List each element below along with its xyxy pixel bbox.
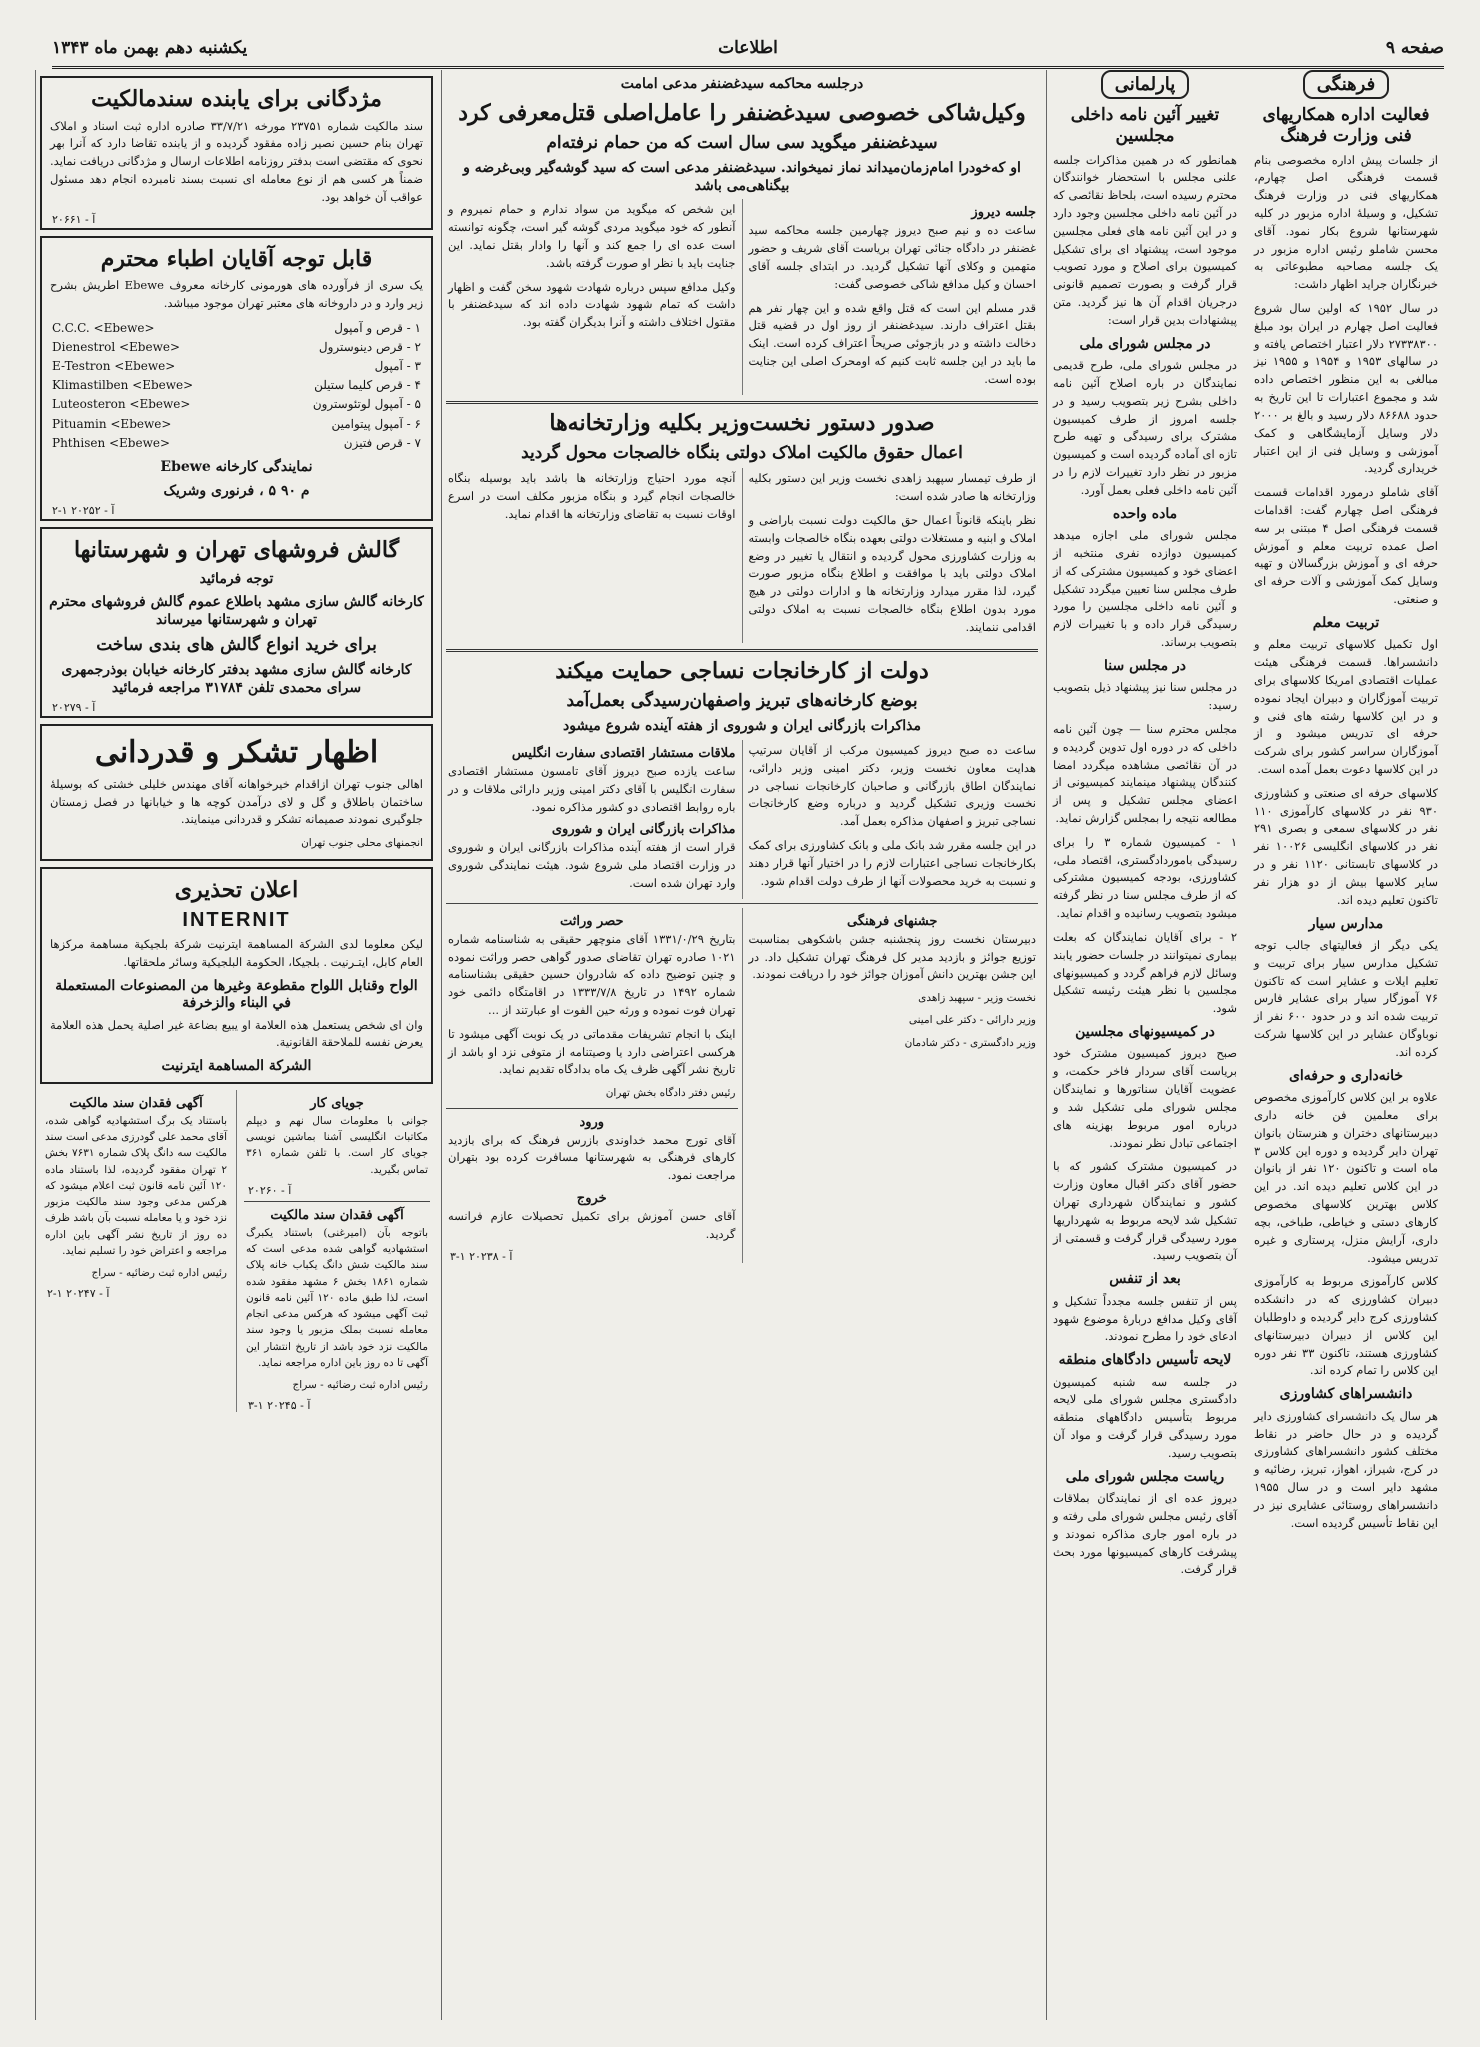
deck: سیدغضنفر میگوید سی سال است که من حمام نرفته‌ام — [546, 133, 938, 153]
subheading: حصر وراثت — [559, 913, 624, 929]
ad-thanks — [40, 724, 433, 861]
ad-body: جوانی با معلومات سال نهم و دیپلم مکاتبات انگلیسی آشنا بماشین نویسی جویای کار است. با تلفن شماره ۳۶۱ تماس بگیرید. — [246, 1114, 428, 1176]
paragraph: از جلسات پیش اداره مخصوصی بنام قسمت فرهنگی اصل چهارم، همکاریهای فنی در وزارت فرهنگ تشکیل، و وسیلهٔ اداره مزبور در کلیه شهرستانها شروع بکار نمود. آقای محسن شاملو رئیس اداره مزبور در یک جلسه مصاحبه مطبوعاتی به خبرنگاران جراید اظهار داشت: — [1254, 152, 1438, 292]
classified-ad — [237, 1090, 437, 1413]
signature: وزیر دارائی - دکتر علی امینی — [908, 1014, 1036, 1027]
ad-subtitle: توجه فرمائید — [199, 570, 274, 587]
ad-title: آگهی فقدان سند مالکیت — [69, 1095, 203, 1111]
ad-body: کارخانه گالش سازی مشهد باطلاع عموم گالش فروشهای محترم تهران و شهرستانها میرساند — [49, 594, 424, 628]
ad-body: لیکن معلوما لدى الشركة المساهمة ايترنيت شركة بلجيكية مساهمة مركزها العام كابل، ايتـرنيت . بلجيكا، الحكومة البلجيكية وسائر ملحقاتها. — [50, 936, 423, 969]
newspaper-name: اطلاعات — [718, 38, 778, 58]
paragraph: کلاس کارآموزی مربوط به کارآموزی دبیران کشاورزی که در دانشکده کشاورزی کرج دایر گردیده و داوطلبان این کلاس از دبیران دبیرستانهای کشاورزی هستند، تاکنون ۳۳ نفر دوره این کلاس را تمام کرده اند. — [1254, 1274, 1438, 1378]
paragraph: یکی دیگر از فعالیتهای جالب توجه تشکیل مدارس سیار برای تربیت و تعلیم ایلات و عشایر است که تاکنون ۷۶ آموزگار سیار برای عشایر فارس تربیت شده اند و در حدود ۶۰۰ نفر از نوباوگان عشایر در این کلاسها شرکت کرده اند. — [1254, 938, 1438, 1059]
paragraph: همانطور که در همین مذاکرات جلسه علنی مجلس با استحضار خوانندگان محترم رسیده است، بلحاظ نقائصی که در آئین نامه داخلی مجلسین وجود دارد و در این آئین نامه های فعلی مجلسین موجود است، پیشنهاد ای برای تشکیل کمیسیون برای اصلاح و مورد تصویب قرار گرفت و بصورت تصمیم قانونی درجریان اقدام آن ها نیز گردید. متن پیشنهادات بدین قرار است: — [1053, 152, 1237, 327]
reference-number: آ - ۲۰۶۶۱ — [52, 212, 96, 226]
deck: اعمال حقوق مالکیت املاک دولتی بنگاه خالصجات محول گردید — [521, 443, 963, 464]
signature: الشركة المساهمة ايترنيت — [161, 1058, 312, 1075]
paragraph: از طرف تیمسار سپهبد زاهدی نخست وزیر این دستور بکلیه وزارتخانه ها صادر شده است: — [748, 471, 1036, 504]
ad-body: باستناد یک برگ استشهادیه گواهی شده، آقای محمد علی گودرزی مدعی است سند مالکیت سه دانگ پلاک شماره ۷۶۳۱ بخش ۲ تهران مفقود گردیده، لذا باستناد ماده ۱۲۰ آئین نامه قانون ثبت اعلام میشود که هرکس مدعی وجود سند مالکیت مزبور نزد خود و یا معامله نسبت بآن باشد ظرف ده روز از تاریخ نشر آگهی باین اداره مراجعه و اعتراض خود را تسلیم نماید. — [45, 1114, 227, 1257]
page-number: صفحه ۹ — [1385, 38, 1444, 58]
classified-ad — [36, 1090, 237, 1413]
ad-title: مژدگانی برای یابنده سندمالکیت — [91, 86, 382, 112]
reference-number: آ - ۲۰۲۵۲ ۱-۲ — [52, 504, 115, 517]
deck: مذاکرات بازرگانی ایران و شوروی از هفته آینده شروع میشود — [563, 718, 921, 735]
reference-number: آ - ۲۰۲۳۸ ۱-۳ — [450, 1249, 513, 1263]
paragraph: ۱ - کمیسیون شماره ۳ را برای رسیدگی باموردادگستری، اقتصاد ملی، کشاورزی، بودجه کمیسیون مشترکی که از طرف مجلس سنا در نظر گرفته میشود بتصویب رسانیده و اقدام نماید. — [1053, 834, 1237, 921]
subheading: ماده واحده — [1112, 505, 1178, 522]
ad-title: آگهی فقدان سند مالکیت — [270, 1207, 404, 1223]
product-list — [52, 319, 421, 453]
paragraph: آقای تورج محمد خداوندی بازرس فرهنگ که برای بازدید کارهای فرهنگی به شهرستانها مسافرت کرده بود بتهران مراجعت نمود. — [448, 1132, 736, 1183]
ad-title: جویای کار — [310, 1095, 364, 1111]
signature: وزیر دادگستری - دکتر شادمان — [904, 1036, 1036, 1049]
subheading: در مجلس شورای ملی — [1079, 335, 1211, 352]
subheading: ورود — [579, 1114, 605, 1130]
paragraph: در مجلس سنا نیز پیشنهاد ذیل بتصویب رسید: — [1053, 680, 1237, 713]
subheading: جلسه دیروز — [971, 205, 1036, 221]
paragraph: ۲ - برای آقایان نمایندگان که بعلت بیماری نمیتوانند در جلسات حضور یابند وسائل لازم فراهم گردد و کمیسیونهای مجلسین با نظر هیئت رئیسه تشکیل شود. — [1053, 929, 1237, 1016]
list-item: ۵ - آمپول لوتئوسترون Luteosteron <Ebewe> — [52, 397, 421, 412]
list-item: ۷ - قرص فتیزن Phthisen <Ebewe> — [52, 435, 421, 450]
headline-pm-order: صدور دستور نخست‌وزیر بکلیه وزارتخانه‌ها — [549, 409, 935, 436]
paragraph: مجلس شورای ملی اجازه میدهد کمیسیون دوازده نفری منتخبه از اعضای خود و کمیسیون مشترکی که از طرف مجلس سنا تعیین میگردد تشکیل و آئین نامه داخلی مجلسین را مورد رسیدگی قرار داده و با تغییرات لازم بتصویب برساند. — [1053, 528, 1237, 649]
reference-number: آ - ۲۰۲۴۷ ۱-۲ — [47, 1287, 110, 1301]
paragraph: اول تکمیل کلاسهای تربیت معلم و دانشسراها. قسمت فرهنگی هیئت عملیات اقتصادی امریکا کلاسهای برای تربیت آموزگاران و دبیران ایجاد نموده و در این کلاسها رشته های فنی و حرفه ای تدریس میشود و از آموزگاران سراسر کشور برای شرکت در این کلاسها دعوت بعمل آمده است. — [1254, 637, 1438, 776]
list-item: ۴ - قرص کلیما ستیلن Klimastilben <Ebewe> — [52, 378, 421, 393]
paragraph: آنچه مورد احتیاج وزارتخانه ها باشد باید بوسیله بنگاه خالصجات انجام گیرد و بنگاه مزبور مکلف است در اسرع اوقات نسبت به تقاضای وزارتخانه ها اقدام نماید. — [448, 471, 736, 521]
column-cultural — [1248, 70, 1444, 2020]
paragraph: آقای شاملو درمورد اقدامات قسمت فرهنگی اصل چهارم گفت: اقدامات قسمت فرهنگی اصل ۴ مبتنی بر سه اصل عمده تربیت معلم و آموزش حرفه ای و آموزش بزرگسالان و تهیه وسایل کمک آموزشی و آلات حرفه ای و صنعتی. — [1254, 485, 1438, 606]
paragraph: ساعت ده صبح دیروز کمیسیون مرکب از آقایان سرتیپ هدایت معاون نخست وزیر، دکتر امینی وزیر دارائی، نمایندگان اطاق بازرگانی و صاحبان کارخانجات نساجی در نخست وزیری تشکیل گردید و درباره وضع کارخانجات نساجی تبریز و اصفهان مذاکره بعمل آمد. — [748, 742, 1036, 829]
masthead — [52, 26, 1444, 69]
subheading: ریاست مجلس شورای ملی — [1065, 1468, 1225, 1485]
paragraph: در سال ۱۹۵۲ که اولین سال شروع فعالیت اصل چهارم در ایران بود مبلغ ۲۷۳۳۸۳۰۰ دلار اعتبار اختصاص یافته و در سالهای ۱۹۵۳ و ۱۹۵۴ و ۱۹۵۵ نیز مبالغی به این منظور اختصاص داده شد و مجموع اعتبارات تا این تاریخ به حدود ۸۶۶۸۸ دلار رسید و بالغ بر ۲۰۰۰ دلار وسایل آزمایشگاهی و کمک آموزشی و وسایل فنی از این اعتبار خریداری گردید. — [1254, 301, 1438, 476]
signature: انجمنهای محلی جنوب تهران — [301, 837, 423, 850]
headline-textile: دولت از کارخانجات نساجی حمایت میکند — [555, 657, 929, 684]
paragraph: آقای حسن آموزش برای تکمیل تحصیلات عازم فرانسه گردید. — [448, 1208, 736, 1241]
paragraph: صبح دیروز کمیسیون مشترک خود بریاست آقای سردار فاخر حکمت، و عضویت آقایان سناتورها و نمایندگان مجلس شورای ملی تشکیل شد و درباره امور مربوط بهزینه های اجتماعی تبادل نظر نمودند. — [1053, 1046, 1237, 1150]
ad-agent: نمایندگی کارخانه Ebewe — [160, 459, 313, 475]
subheading: خروج — [576, 1190, 607, 1206]
paragraph: دیروز عده ای از نمایندگان بملاقات آقای رئیس مجلس شورای ملی رفته و در باره امور جاری مذاکره نمودند و پیشرفت کارهای کمیسیونها مورد بحث قرار گرفت. — [1053, 1491, 1237, 1577]
deck: او که‌خودرا امام‌زمان‌میداند نماز نمیخواند. سیدغضنفر مدعی است که سید گوشه‌گیر وبی‌غرضه و بیگناهی‌می باشد — [463, 160, 1021, 194]
paragraph: این شخص که میگوید من سواد ندارم و حمام نمیروم و آنطور که خود میگوید مردی گوشه گیر است، چگونه توانسته است عده ای را جمع کند و آنها را وادار بقتل نماید. این جنایت باید با نظر او صورت گرفته باشد. — [448, 202, 736, 270]
paragraph: در کمیسیون مشترک کشور که با حضور آقای دکتر اقبال معاون وزارت کشور و نمایندگان شهرداری تهران تشکیل شد لایحه مربوط به شهرداریها مورد رسیدگی قرار گرفت و قسمتی از آن بتصویب رسید. — [1053, 1159, 1237, 1263]
list-item: ۶ - آمپول پیتوامین Pituamin <Ebewe> — [52, 416, 421, 431]
ad-warning — [40, 867, 433, 1083]
ad-highlight: برای خرید انواع گالش های بندی ساخت — [96, 635, 377, 655]
paragraph: در مجلس شورای ملی، طرح قدیمی نمایندگان در باره اصلاح آئین نامه داخلی بشرح زیر بتصویب رسید و در جلسه امروز از طرف کمیسیون مشترک برای رسیدگی و تهیه طرح تازه ای آماده گردیده است و کمیسیون مزبور در نظر دارد تغییرات لازم را در آئین نامه داخلی فعلی بعمل آورد. — [1053, 358, 1237, 497]
ad-body: یک سری از فرآورده های هورمونی کارخانه معروف Ebewe اطریش بشرح زیر وارد و در داروخانه های معتبر تهران موجود میباشد. — [50, 278, 423, 310]
ad-body: اهالی جنوب تهران ازاقدام خیرخواهانه آقای مهندس خلیلی خشتی که بوسیلهٔ ساختمان باطلاق و گل و لای درآمدن کوچه ها و خیابانها در فصل زمستان جلوگیری نمودند صمیمانه تشکر و قدردانی مینمایند. — [50, 776, 423, 827]
kicker: درجلسه محاکمه سیدغضنفر مدعی امامت — [620, 76, 864, 92]
headline-trial: وکیل‌شاکی خصوصی سیدغضنفر را عامل‌اصلی قتل‌معرفی کرد — [458, 99, 1026, 126]
ad-galosh — [40, 527, 433, 718]
signature: رئیس اداره ثبت رضائیه - سراج — [91, 1267, 227, 1280]
paragraph: در جلسه سه شنبه کمیسیون دادگستری مجلس شورای ملی لایحه مربوط بتأسیس دادگاههای منطقه مورد رسیدگی قرار گرفت و مواد آن بتصویب رسید. — [1053, 1374, 1237, 1460]
subheading: بعد از تنفس — [1109, 1271, 1181, 1288]
issue-date: یکشنبه دهم بهمن ماه ۱۳۴۳ — [52, 38, 248, 58]
headline-tech-cooperation: فعالیت اداره همکاریهای فنی وزارت فرهنگ — [1262, 105, 1430, 147]
subheading: در مجلس سنا — [1104, 657, 1186, 674]
section-tag-cultural: فرهنگی — [1303, 70, 1389, 99]
ad-title: اظهار تشکر و قدردانی — [94, 735, 379, 771]
section-tag-parliamentary: پارلمانی — [1101, 70, 1190, 99]
paragraph: ساعت ده و نیم صبح دیروز چهارمین جلسه محاکمه سید غضنفر در دادگاه جنائی تهران بریاست آقای شریف و حضور متهمین و وکلای آنها تشکیل گردید. در ابتدای جلسه آقای احسان و کیل مدافع شاکی خصوصی گفت: — [748, 223, 1036, 291]
reference-number: آ - ۲۰۲۴۵ ۱-۳ — [248, 1399, 311, 1413]
subheading: دانشسراهای کشاورزی — [1279, 1386, 1413, 1403]
ad-body: سند مالکیت شماره ۲۳۷۵۱ مورخه ۳۳/۷/۲۱ صادره اداره ثبت اسناد و املاک تهران بنام حسین نصیر زاده مفقود گردیده و از یابنده تقاضا دارد که آنرا بهر نحوی که مقتضی است بدفتر روزنامه اطلاعات ارسال و مژدگانی دریافت نماید. ضمناً هر کسی هم از نوع معامله ای نسبت بسند نامبرده انجام دهد مسئول عواقب آن خواهد بود. — [50, 118, 423, 204]
column-main-news — [441, 70, 1042, 2020]
list-item: ۳ - آمپول E-Testron <Ebewe> — [52, 359, 421, 374]
subheading: جشنهای فرهنگی — [847, 913, 938, 929]
ad-title: گالش فروشهای تهران و شهرستانها — [73, 537, 400, 563]
paragraph: دبیرستان نخست روز پنجشنبه جشن باشکوهی بمناسبت توزیع جوائز و بازدید مدیر کل فرهنگ تهران تشکیل داد. در این جشن بهترین دانش آموزان جوائز خود را دریافت نمودند. — [748, 931, 1036, 982]
subheading: مذاکرات بازرگانی ایران و شوروی — [551, 822, 736, 838]
reference-number: آ - ۲۰۲۷۹ — [52, 701, 96, 715]
ad-physicians — [40, 236, 433, 521]
list-item: ۱ - قرص و آمپول C.C.C. <Ebewe> — [52, 320, 421, 335]
subheading: تربیت معلم — [1312, 614, 1380, 631]
signature: رئیس اداره ثبت رضائیه - سراج — [292, 1379, 428, 1392]
paragraph: ساعت یازده صبح دیروز آقای تامسون مستشار اقتصادی سفارت انگلیس با آقای دکتر امینی وزیر دارائی ملاقات و در باره روابط اقتصادی دو کشور مذاکره نمود. — [448, 763, 736, 814]
subheading: ملاقات مستشار اقتصادی سفارت انگلیس — [511, 745, 736, 761]
signature: نخست وزیر - سپهبد زاهدی — [918, 992, 1036, 1005]
paragraph: کلاسهای حرفه ای صنعتی و کشاورزی ۹۳۰ نفر در کلاسهای کارآموزی ۱۱۰ نفر در کلاسهای سمعی و بصری ۲۹۱ نفر در کلاسهای انگلیسی ۱۰۰۲۶ نفر در کلاسهای تابستانی ۱۱۲۰ نفر و در سایر کلاسها بیش از دو هزار نفر تاکنون تعلیم دیده اند. — [1254, 785, 1438, 907]
subheading: مدارس سیار — [1308, 915, 1384, 932]
column-advertisements — [35, 70, 437, 2020]
internit-logo: INTERNIT — [182, 908, 291, 931]
ad-body: کارخانه گالش سازی مشهد بدفتر کارخانه خیابان بوذرجمهری سرای محمدی تلفن ۳۱۷۸۴ مراجعه فرمائید — [61, 662, 412, 696]
column-parliamentary — [1046, 70, 1243, 2020]
ad-body: وان اى شخص يستعمل هذه العلامة او يبيع بضاعة غير اصلية يحمل هذه العلامة يعرض نفسه للملاحقة القانونية. — [50, 1017, 423, 1050]
paragraph: اینک با انجام تشریفات مقدماتی در یک نوبت آگهی میشود تا هرکسی اعتراضی دارد یا وصیتنامه از متوفی نزد او باشد از تاریخ نشر آگهی ظرف یک ماه بدادگاه تقدیم نماید. — [448, 1026, 736, 1077]
paragraph: قرار است از هفته آینده مذاکرات بازرگانی ایران و شوروی در وزارت اقتصاد ملی شروع شود. هیئت نمایندگی شوروی وارد تهران شده است. — [448, 840, 736, 890]
ad-title: اعلان تحذیری — [174, 877, 299, 904]
paragraph: علاوه بر این کلاس کارآموزی مخصوص برای معلمین فن خانه داری دبیرستانهای دختران و هنرستان بانوان تهران دایر گردیده و دوره این کلاس ۳ ماه است و تاکنون ۱۲۰ نفر از بانوان در این کلاس تعلیم دیده اند. در این کلاس بهترین کلاسهای مخصوص کارهای دستی و خیاطی، طباخی، بچه داری، آرایش منزل، پرستاری و غیره تدریس میشود. — [1254, 1090, 1438, 1265]
list-item: ۲ - قرص دینوسترول Dienestrol <Ebewe> — [52, 339, 421, 354]
classified-ads — [36, 1090, 437, 1413]
paragraph: پس از تنفس جلسه مجدداً تشکیل و آقای وکیل مدافع دربارهٔ موضوع شهود ادعای خود را مطرح نمودند. — [1053, 1293, 1237, 1344]
headline-bylaws: تغییر آئین نامه داخلی مجلسین — [1070, 105, 1220, 147]
signature: رئیس دفتر دادگاه بخش تهران — [605, 1087, 736, 1100]
reference-number: آ - ۲۰۲۶۰ — [248, 1183, 292, 1197]
paragraph: نظر باینکه قانوناً اعمال حق مالکیت دولت نسبت باراضی و املاک و ابنیه و مستغلات دولتی بعهده بنگاه خالصجات وابسته به وزارت کشاورزی محول گردیده و انتقال یا تغییر در وضع املاک دولتی باید با موافقت و اطلاع بنگاه مزبور صورت گیرد، لذا مقرر میدارد وزارتخانه ها و ادارات دولتی در هیچ مورد بدون اطلاع بنگاه خالصجات نسبت به املاک دولتی اقدامی ننمایند. — [748, 512, 1036, 634]
deck: بوضع کارخانه‌های تبریز واصفهان‌رسیدگی بعمل‌آمد — [566, 691, 918, 712]
ad-title: قابل توجه آقایان اطباء محترم — [100, 245, 373, 272]
subheading: خانه‌داری و حرفه‌ای — [1288, 1067, 1404, 1084]
subheading: لایحه تأسیس دادگاهای منطقه — [1058, 1352, 1232, 1369]
paragraph: مجلس محترم سنا — چون آئین نامه داخلی که در دوره اول تدوین گردیده و در آن نقائصی مشاهده میگردد امضا کنندگان پیشنهاد مینمایند کمیسیونی از اعضای مجلس تشکیل و پس از مطالعه نتیجه را بمجلس گزارش نماید. — [1053, 721, 1237, 825]
paragraph: وکیل مدافع سپس درباره شهادت شهود سخن گفت و اظهار داشت که تمام شهود شهادت داده اند که سیدغضنفر با مقتول اختلاف داشته و آنرا بدیگران گفته بود. — [448, 279, 736, 330]
ad-highlight: الواح وقنابل اللواح مقطوعة وغيرها من المصنوعات المستعملة في البناء والزخرفة — [55, 977, 418, 1012]
paragraph: هر سال یک دانشسرای کشاورزی دایر گردیده و در حال حاضر در نقاط مختلف کشور دانشسراهای کشاورزی در کرج، شیراز، اهواز، تبریز، رضائیه و مشهد دایر است و در سال ۱۹۵۵ دانشسراهای روستائی عشایری نیز در این نقاط تأسیس گردیده است. — [1254, 1408, 1438, 1530]
ad-agent-name: م ۹۰ ۵ ، فرنوری وشریک — [163, 482, 310, 499]
paragraph: قدر مسلم این است که قتل واقع شده و این چهار نفر هم بقتل اعتراف دارند. سیدغضنفر از روز اول در قضیه قتل دخالت داشته و در بازجوئی صریحاً اعتراف کرده است. اینک ما باید در این جلسه ثابت کنیم که اومحرک اصلی این جنایت بوده است. — [748, 300, 1036, 386]
subheading: در کمیسیونهای مجلسین — [1075, 1023, 1215, 1040]
ad-body: باتوجه بآن (امیرغنی) باستناد یکبرگ استشهادیه گواهی شده مدعی است که سند مالکیت شش دانگ یکباب خانه پلاک شماره ۱۸۶۱ بخش ۶ مشهد مفقود شده است، لذا طبق ماده ۱۲۰ آئین نامه قانون ثبت آگهی میشود که هرکس مدعی انجام معامله نسبت بملک مزبور یا وجود سند مالکیت نزد خود باشد از تاریخ انتشار این آگهی تا ده روز باین اداره مراجعه نماید. — [246, 1226, 428, 1369]
paragraph: بتاریخ ۱۳۳۱/۰/۲۹ آقای منوچهر حقیقی به شناسنامه شماره ۱۰۲۱ صادره تهران تقاضای صدور گواهی حصر وراثت نموده و چنین توضیح داده که شادروان حسین حقیقی بشناسنامه شماره ۱۴۹۲ در تاریخ ۱۳۳۳/۷/۸ در اقامتگاه دائمی خود تهران فوت نموده و ورثه حین الفوت او عبارتند از ... — [448, 931, 736, 1017]
ad-reward-deed — [40, 76, 433, 230]
paragraph: در این جلسه مقرر شد بانک ملی و بانک کشاورزی برای کمک بکارخانجات نساجی اعتبارات لازم را در اختیار آنها قرار دهند و نسبت به خرید محصولات آنها از طرف دولت اقدام شود. — [748, 837, 1036, 888]
